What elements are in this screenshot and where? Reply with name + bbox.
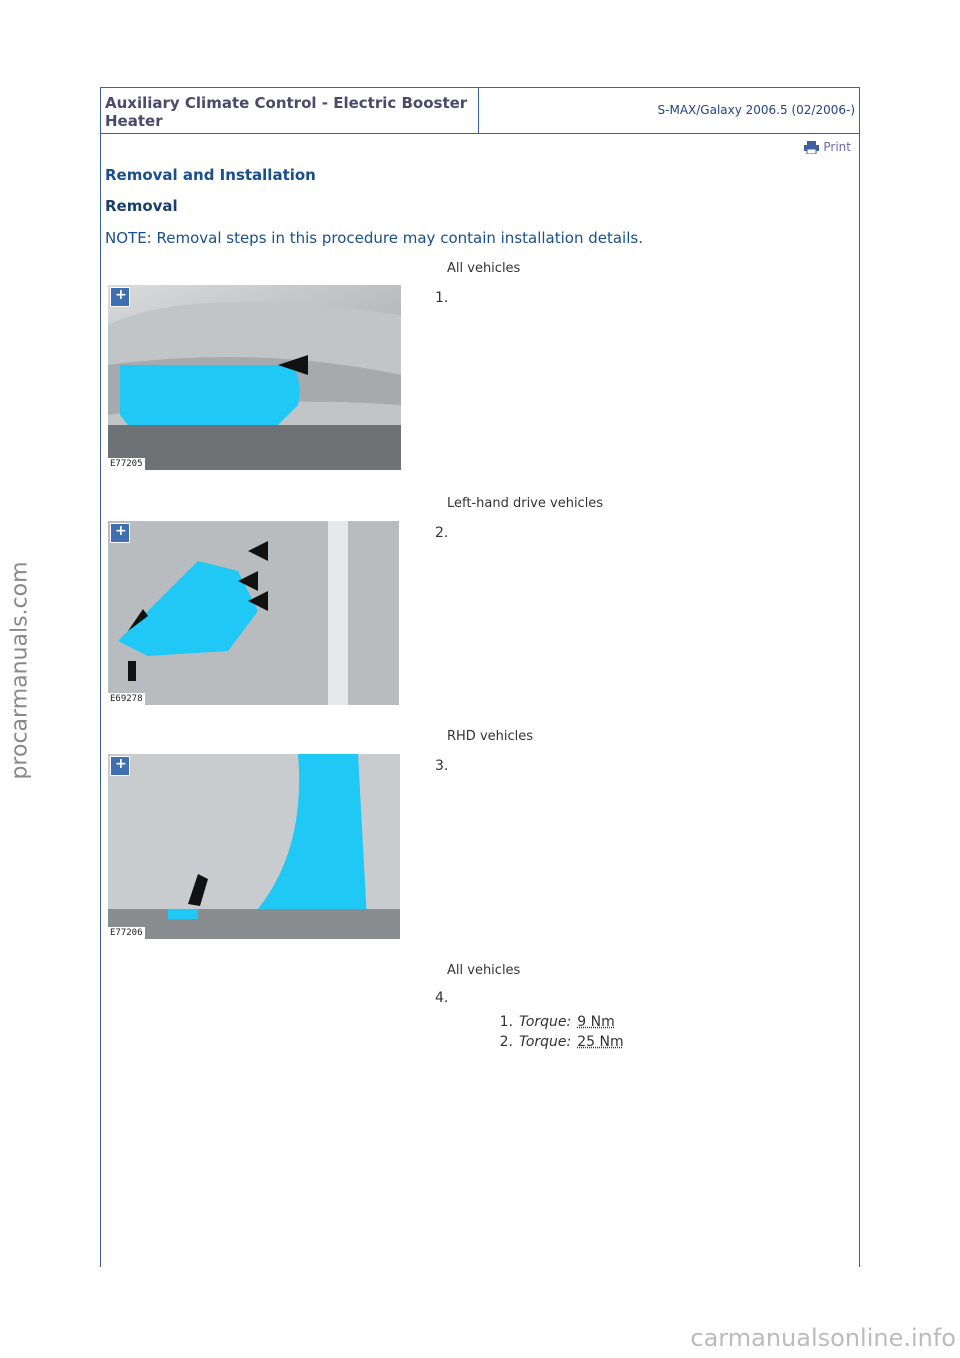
- torque-label: Torque:: [519, 1014, 572, 1030]
- header-title: Auxiliary Climate Control - Electric Booster Heater: [101, 88, 479, 133]
- list-number: 2.: [499, 1034, 513, 1050]
- step-2-label: Left-hand drive vehicles: [447, 496, 604, 511]
- zoom-button[interactable]: [110, 523, 130, 543]
- step-2-number: 2.: [435, 525, 449, 541]
- note-text: NOTE: Removal steps in this procedure may contain installation details.: [105, 229, 643, 247]
- zoom-button[interactable]: [110, 756, 130, 776]
- bottom-watermark: carmanualsonline.info: [690, 1324, 956, 1352]
- zoom-button[interactable]: [110, 287, 130, 307]
- list-item: [483, 1012, 624, 1032]
- figure-code: E77206: [110, 928, 143, 938]
- dashboard-illustration: [108, 285, 401, 470]
- figure-code: E77205: [110, 459, 143, 469]
- torque-list: [483, 1012, 624, 1052]
- zoom-icon: +: [115, 756, 127, 772]
- print-button[interactable]: [804, 140, 851, 154]
- torque-label: Torque:: [519, 1034, 572, 1050]
- step-4-number: 4.: [435, 990, 449, 1006]
- step-3-figure[interactable]: [108, 754, 400, 939]
- zoom-icon: +: [115, 523, 127, 539]
- list-number: 1.: [499, 1014, 513, 1030]
- panel-illustration: [108, 754, 400, 939]
- step-1-number: 1.: [435, 290, 449, 306]
- header-model: S-MAX/Galaxy 2006.5 (02/2006-): [657, 103, 855, 117]
- torque-value[interactable]: 9 Nm: [577, 1014, 615, 1030]
- heater-illustration: [108, 521, 399, 705]
- zoom-icon: +: [115, 287, 127, 303]
- step-2-figure[interactable]: [108, 521, 399, 705]
- step-1-figure[interactable]: [108, 285, 401, 470]
- step-1-label: All vehicles: [447, 261, 521, 276]
- torque-value[interactable]: 25 Nm: [577, 1034, 624, 1050]
- print-label: Print: [823, 140, 851, 154]
- side-watermark: [2, 560, 38, 780]
- step-3-number: 3.: [435, 758, 449, 774]
- subsection-title: Removal: [105, 197, 178, 215]
- section-title: Removal and Installation: [105, 166, 316, 184]
- side-watermark-text: procarmanuals.com: [7, 560, 33, 780]
- figure-code: E69278: [110, 694, 143, 704]
- page-frame: [100, 87, 860, 1267]
- step-4-label: All vehicles: [447, 963, 521, 978]
- list-item: [483, 1032, 624, 1052]
- step-3-label: RHD vehicles: [447, 729, 534, 744]
- printer-icon: [804, 141, 819, 154]
- page-header: [101, 88, 859, 134]
